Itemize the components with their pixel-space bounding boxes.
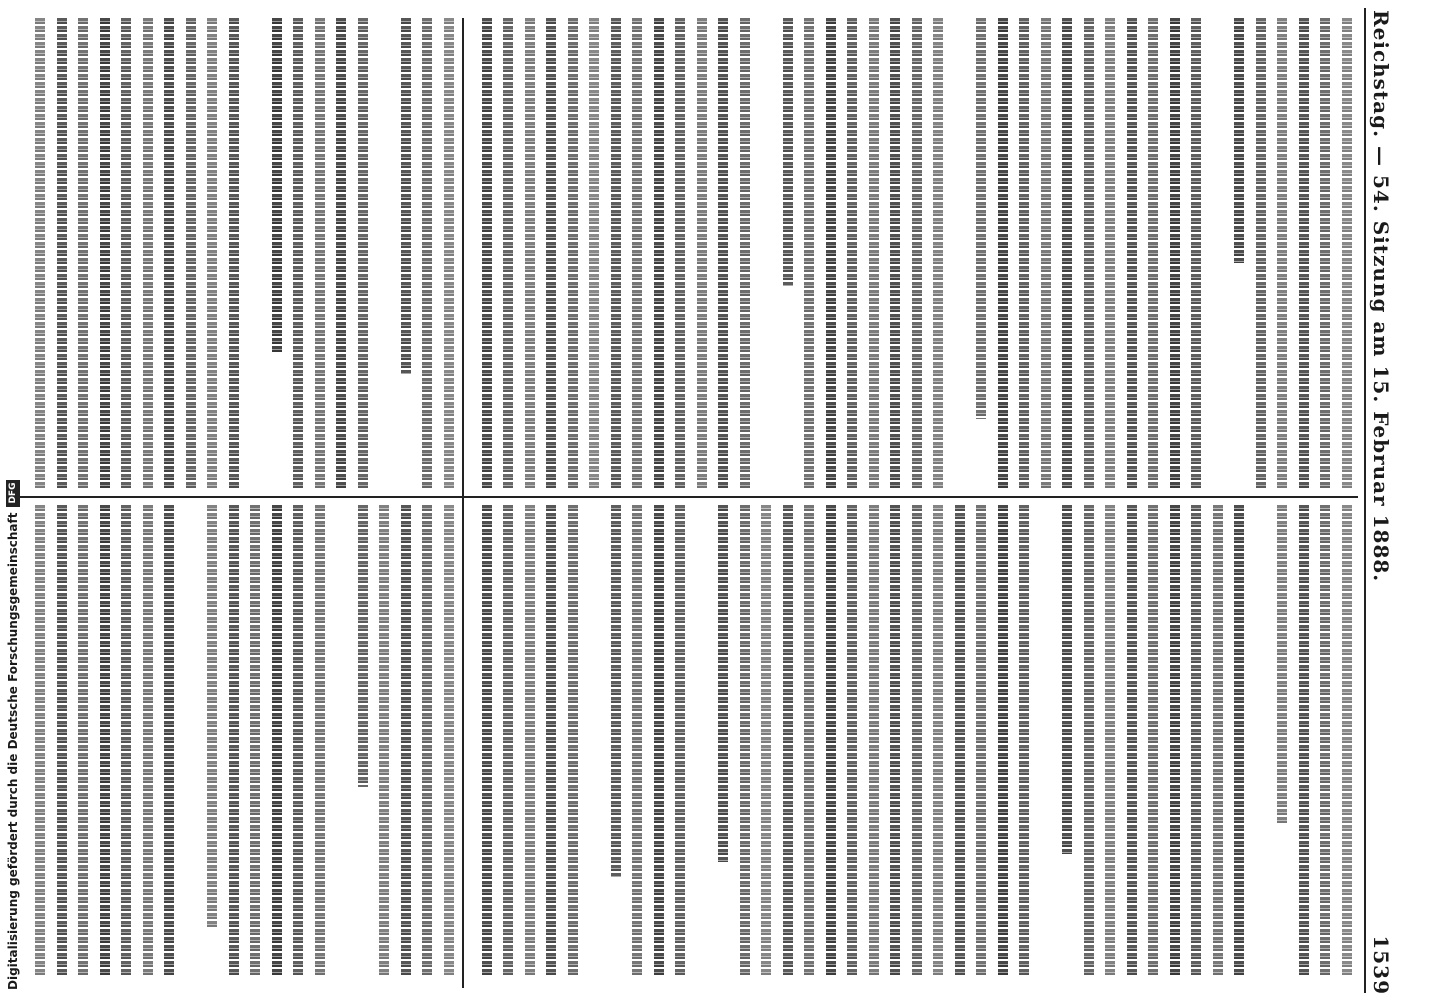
text-line (520, 18, 542, 488)
text-line (1294, 18, 1316, 488)
text-line (202, 18, 224, 488)
text-line (1100, 18, 1122, 488)
text-line (52, 18, 74, 488)
text-line (310, 505, 332, 975)
text-line (821, 505, 843, 975)
text-line (713, 18, 735, 488)
text-line (799, 18, 821, 488)
text-line (159, 505, 181, 975)
text-line (1337, 505, 1359, 975)
text-line (649, 505, 671, 975)
text-line (778, 505, 800, 975)
text-line (417, 505, 439, 975)
text-line (477, 505, 499, 975)
text-line (1014, 18, 1036, 488)
text-line (541, 505, 563, 975)
text-line (670, 505, 692, 975)
text-line (993, 505, 1015, 975)
text-line (498, 18, 520, 488)
text-line (907, 18, 929, 488)
text-line (116, 18, 138, 488)
text-line (885, 505, 907, 975)
text-line (202, 505, 224, 975)
text-line (353, 18, 375, 488)
text-line (95, 505, 117, 975)
text-line (1100, 505, 1122, 975)
text-line (1272, 18, 1294, 488)
text-column-far-left-top (30, 18, 460, 488)
text-line (224, 18, 246, 488)
text-line (584, 505, 606, 975)
text-line (1057, 18, 1079, 488)
text-line (649, 18, 671, 488)
text-line (563, 505, 585, 975)
text-line (498, 505, 520, 975)
text-line (821, 18, 843, 488)
column-separator (462, 18, 464, 988)
text-line (1315, 505, 1337, 975)
text-line (288, 18, 310, 488)
funding-note-text: Digitalisierung gefördert durch die Deutsche Forschungsgemeinschaft (6, 512, 20, 990)
text-line (224, 505, 246, 975)
page-header (1366, 10, 1396, 995)
text-line (864, 18, 886, 488)
column-gutter (18, 496, 1358, 498)
text-line (267, 505, 289, 975)
text-line (73, 18, 95, 488)
text-line (1165, 18, 1187, 488)
text-line (799, 505, 821, 975)
text-line (1229, 505, 1251, 975)
text-line (1165, 505, 1187, 975)
text-line (1208, 505, 1230, 975)
text-line (374, 505, 396, 975)
text-line (288, 505, 310, 975)
text-line (331, 505, 353, 975)
text-line (627, 18, 649, 488)
page-number: 1539 (1369, 935, 1393, 995)
text-line (1036, 18, 1058, 488)
text-line (1186, 505, 1208, 975)
text-line (439, 505, 461, 975)
text-line (778, 18, 800, 488)
text-line (907, 505, 929, 975)
funding-note (2, 20, 24, 990)
text-column-far-left-bottom (30, 505, 460, 975)
text-line (1057, 505, 1079, 975)
text-line (971, 18, 993, 488)
text-line (563, 18, 585, 488)
text-line (971, 505, 993, 975)
text-line (520, 505, 542, 975)
text-line (374, 18, 396, 488)
text-column-left (470, 505, 1358, 975)
text-line (1251, 505, 1273, 975)
dfg-logo: DFG (6, 480, 20, 507)
text-line (95, 18, 117, 488)
text-line (1014, 505, 1036, 975)
text-line (1186, 18, 1208, 488)
text-line (885, 18, 907, 488)
text-line (1122, 18, 1144, 488)
text-line (1143, 505, 1165, 975)
text-line (864, 505, 886, 975)
text-line (138, 505, 160, 975)
text-line (245, 18, 267, 488)
text-line (30, 505, 52, 975)
text-line (181, 18, 203, 488)
text-line (1315, 18, 1337, 488)
text-line (670, 18, 692, 488)
text-line (692, 18, 714, 488)
text-line (331, 18, 353, 488)
text-line (713, 505, 735, 975)
text-line (950, 505, 972, 975)
text-line (928, 505, 950, 975)
text-line (627, 505, 649, 975)
text-line (692, 505, 714, 975)
text-line (1229, 18, 1251, 488)
header-title: Reichstag. — 54. Sitzung am 15. Februar 1888. (1369, 10, 1393, 583)
text-line (73, 505, 95, 975)
text-line (993, 18, 1015, 488)
text-line (181, 505, 203, 975)
text-line (396, 18, 418, 488)
text-line (584, 18, 606, 488)
text-line (353, 505, 375, 975)
text-line (30, 18, 52, 488)
text-line (842, 18, 864, 488)
text-line (1294, 505, 1316, 975)
text-line (116, 505, 138, 975)
text-line (267, 18, 289, 488)
text-line (735, 505, 757, 975)
text-line (1337, 18, 1359, 488)
text-line (1208, 18, 1230, 488)
text-line (950, 18, 972, 488)
text-line (52, 505, 74, 975)
text-line (1036, 505, 1058, 975)
text-line (1122, 505, 1144, 975)
text-line (310, 18, 332, 488)
text-line (756, 505, 778, 975)
text-line (606, 505, 628, 975)
text-line (1251, 18, 1273, 488)
text-line (842, 505, 864, 975)
text-line (138, 18, 160, 488)
text-line (439, 18, 461, 488)
text-line (477, 18, 499, 488)
text-line (1272, 505, 1294, 975)
text-line (1143, 18, 1165, 488)
text-line (1079, 18, 1101, 488)
text-line (417, 18, 439, 488)
text-line (245, 505, 267, 975)
text-line (735, 18, 757, 488)
text-line (396, 505, 418, 975)
text-line (606, 18, 628, 488)
text-line (159, 18, 181, 488)
text-line (1079, 505, 1101, 975)
text-line (928, 18, 950, 488)
text-line (541, 18, 563, 488)
text-column-right (470, 18, 1358, 488)
text-line (756, 18, 778, 488)
